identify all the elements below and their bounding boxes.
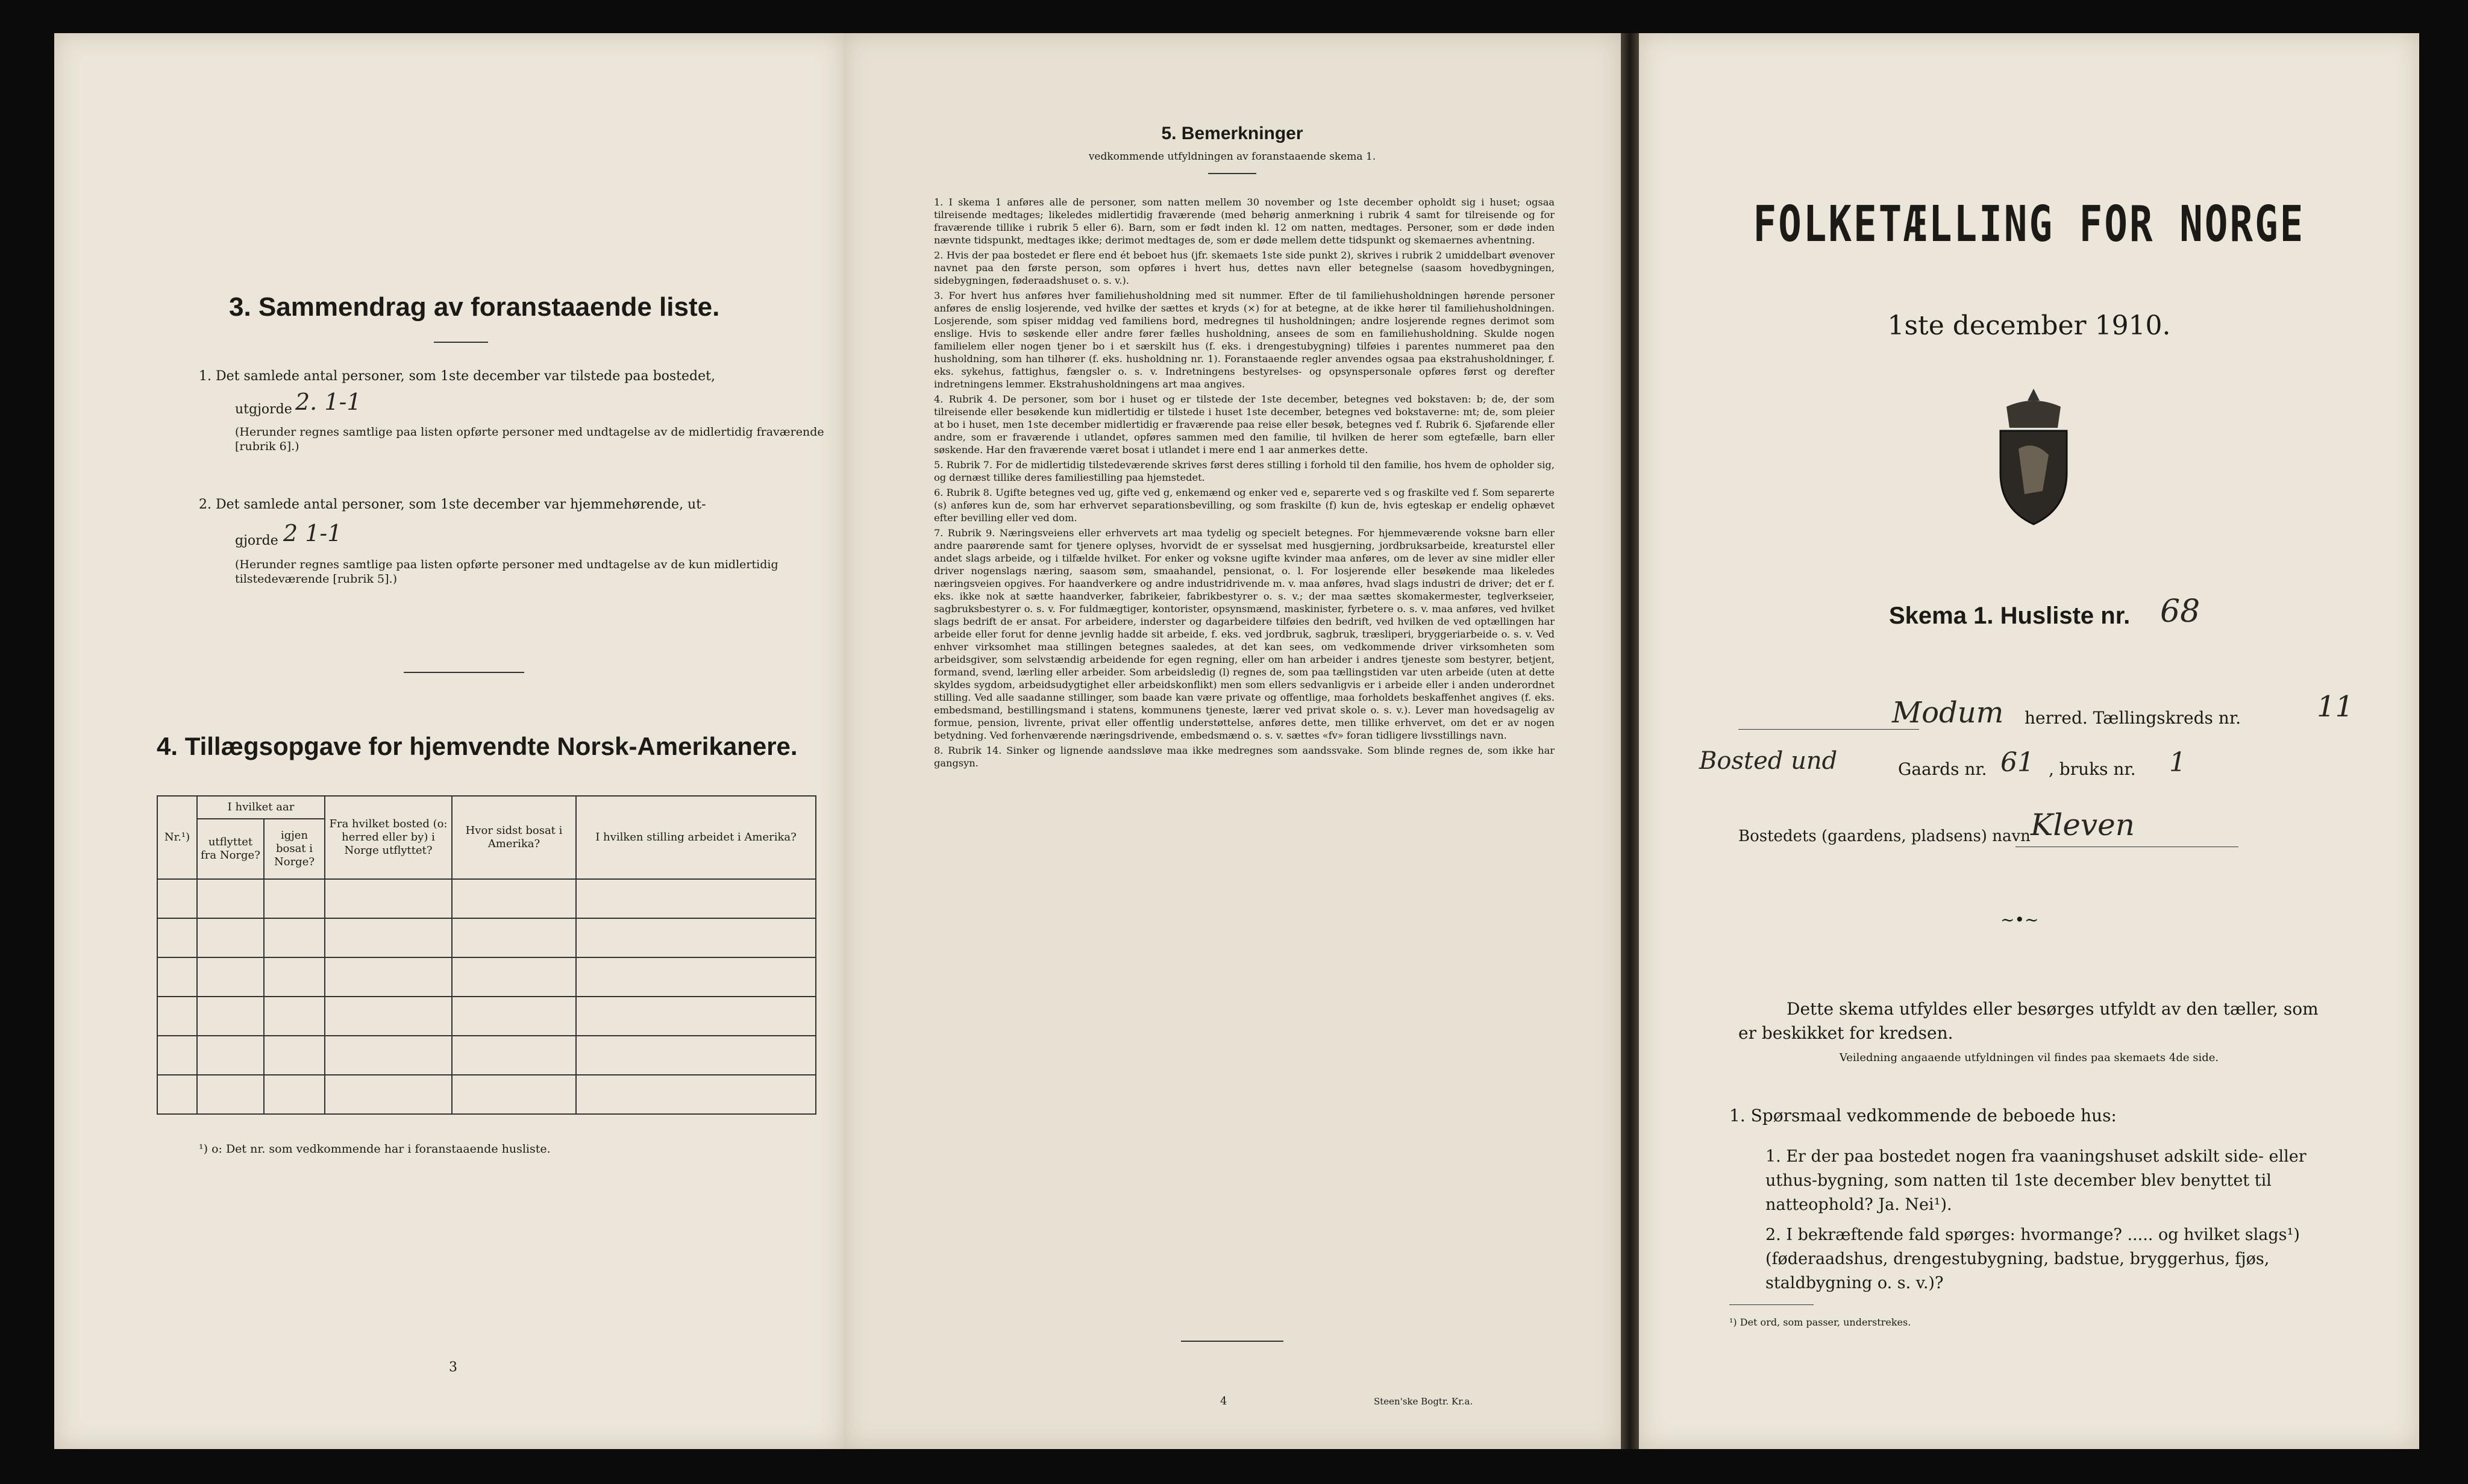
- col-igjen: igjen bosat i Norge?: [264, 819, 325, 879]
- questions-heading: 1. Spørsmaal vedkommende de beboede hus:: [1729, 1106, 2117, 1126]
- page-number: 4: [1220, 1395, 1227, 1407]
- table-row: [157, 1036, 816, 1075]
- q2-note: (Herunder regnes samtlige paa listen opførte personer med undtagelse av de kun midlertidig tilstedeværende [rubrik 5].): [235, 558, 778, 586]
- coat-of-arms-icon: [1982, 383, 2085, 530]
- col-hvor: Hvor sidst bosat i Amerika?: [452, 796, 576, 879]
- table-row: [157, 997, 816, 1036]
- printer-mark: Steen'ske Bogtr. Kr.a.: [1374, 1396, 1473, 1407]
- census-title-wrap: [1639, 196, 2419, 253]
- left-page: [54, 33, 844, 1449]
- middle-page: [844, 33, 1621, 1449]
- question-2: 2. I bekræftende fald spørges: hvormange? ..... og hvilket slags¹) (føderaadshus, drengestubygning, badstue, bryggerhus, fjøs, staldbygning o. s. v.)?: [1765, 1226, 2300, 1292]
- q1-prefix: utgjorde: [235, 402, 292, 417]
- remark-item: 2. Hvis der paa bostedet er flere end ét beboet hus (jfr. skemaets 1ste side punkt 2), skrives i rubrik 2 umiddelbart øvenover navnet paa den første person, som opføres i hvert hus, dettes navn eller betegnelse (saasom hovedbygningen, sidebygningen, føderaadshuset o. s. v.).: [934, 249, 1555, 286]
- ornament-icon: ~•~: [2000, 910, 2039, 930]
- q1-text: 1. Det samlede antal personer, som 1ste december var tilstede paa bostedet,: [199, 369, 715, 384]
- divider: [404, 672, 524, 673]
- bruk-value: 1: [2169, 747, 2186, 778]
- q2-prefix: gjorde: [235, 533, 278, 548]
- footnote: ¹) Det ord, som passer, understrekes.: [1729, 1317, 1911, 1328]
- remarks-list: [934, 196, 1555, 772]
- divider: [434, 342, 488, 343]
- section-4-title: 4. Tillægsopgave for hjemvendte Norsk-Amerikanere.: [157, 732, 798, 760]
- footnote: ¹) o: Det nr. som vedkommende har i foranstaaende husliste.: [199, 1142, 551, 1156]
- herred-value: Modum: [1892, 696, 2004, 730]
- col-group-aar: I hvilket aar: [197, 796, 325, 819]
- bruk-label: , bruks nr.: [2049, 759, 2136, 779]
- bosted-label: Bostedets (gaardens, pladsens) navn: [1738, 827, 2031, 845]
- col-utflyttet: utflyttet fra Norge?: [197, 819, 264, 879]
- skema-label: Skema 1. Husliste nr.: [1889, 603, 2131, 629]
- q2-handwritten-value: 2 1-1: [283, 520, 342, 546]
- gaard-value: 61: [2000, 747, 2034, 778]
- norsk-amerikanere-table: [157, 795, 816, 1115]
- intro-text: Dette skema utfyldes eller besørges utfyldt av den tæller, som er beskikket for kredsen.: [1738, 999, 2319, 1043]
- remarks-title: 5. Bemerkninger: [1161, 124, 1303, 143]
- table-row: [157, 918, 816, 957]
- table-row: [157, 1075, 816, 1114]
- q2-text: 2. Det samlede antal personer, som 1ste december var hjemmehørende, ut-: [199, 497, 706, 512]
- col-stilling: I hvilken stilling arbeidet i Amerika?: [576, 796, 816, 879]
- q1-note: (Herunder regnes samtlige paa listen opførte personer med undtagelse av de midlertidig fraværende [rubrik 6].): [235, 425, 824, 453]
- remark-item: 7. Rubrik 9. Næringsveiens eller erhvervets art maa tydelig og specielt betegnes. For hjemmeværende voksne barn eller andre paarørende samt for tjenere oplyses, hvorvidt de er sysselsat med husgjerning, jordbruksarbeide, kreaturstel eller andet slags arbeide, og i tilfælde hvilket. For enker og voksne ugifte kvinder maa anføres, om de lever av sine midler eller driver nogenslags næring, saasom søm, smaahandel, pensionat, o. l. For losjerende eller besøkende maa likeledes næringsveien opgives. For haandverkere og andre industridrivende m. v. maa anføres, hvad slags industri de driver; det er f. eks. ikke nok at sætte haandverker, fabrikeier, fabrikbestyrer o. s. v.; der maa sættes skomakermester, teglverkseier, sagbruksbestyrer o. s. v. For fuldmægtiger, kontorister, opsynsmænd, maskinister, fyrbetere o. s. v. maa anføres, ved hvilket slags bedrift de er ansat. For arbeidere, inderster og dagarbeidere tilføies den bedrift, ved hvilken de ved optællingen har arbeide eller forut for denne jevnlig hadde sit arbeide, f. eks. ved jordbruk, sagbruk, træsliperi, bryggeriarbeide o. s. v. Ved enhver virksomhet maa stillingen betegnes saaledes, at det kan sees, om vedkommende driver virksomheten som arbeidsgiver, som selvstændig arbeidende for egen regning, eller om han arbeider i andres tjeneste som bestyrer, betjent, formand, svend, lærling eller arbeider. Som arbeidsledig (l) regnes de, som paa tællingstiden var uten arbeide (uten at dette skyldes sygdom, arbeidsudygtighet eller arbeidskonflikt) men som ellers sedvanligvis er i arbeide eller i anden underordnet stilling. Ved alle saadanne stillinger, som baade kan være private og offentlige, maa forholdets beskaffenhet angives (f. eks. embedsmand, bestillingsmand i statens, kommunens tjeneste, lærer ved privat skole o. s. v.). Lever man hovedsagelig av formue, pension, livrente, privat eller offentlig understøttelse, anføres dette, men tillike erhvervet, om det er av nogen betydning. Ved forhenværende næringsdrivende, embedsmænd o. s. v. sættes «fv» foran tidligere livsstillings navn.: [934, 527, 1555, 741]
- section-3-title: 3. Sammendrag av foranstaaende liste.: [229, 292, 720, 322]
- q1-handwritten-value: 2. 1-1: [295, 389, 362, 415]
- divider: [1181, 1341, 1283, 1342]
- remark-item: 3. For hvert hus anføres hver familiehusholdning med sit nummer. Efter de til familiehusholdningen hørende personer anføres de enslig losjerende, ved hvilke der sættes et kryds (×) for at betegne, at de ikke hører til familiehusholdningen. Losjerende, som spiser middag ved familiens bord, medregnes til husholdningen; andre losjerende regnes derimot som enslige. Hvis to søskende eller andre fører fælles husholdning, ansees de som en familiehusholdning. Skulde nogen familielem eller nogen tjener bo i et særskilt hus (f. eks. i drengestubygning) tilføies i parentes nummeret paa den husholdning, som han tilhører (f. eks. husholdning nr. 1). Foranstaaende regler anvendes ogsaa paa ekstrahusholdninger, f. eks. sykehus, fattighus, fængsler o. s. v. Indretningens bestyrelses- og opsynspersonale opføres først og derefter indretningens lemmer. Ekstrahusholdningens art maa angives.: [934, 290, 1555, 390]
- remark-item: 1. I skema 1 anføres alle de personer, som natten mellem 30 november og 1ste december opholdt sig i huset; ogsaa tilreisende medtages; likeledes midlertidig fraværende (med behørig anmerkning i rubrik 4 samt for tilreisende og for fraværende tillike i rubrik 5 eller 6). Barn, som er født inden kl. 12 om natten, medtages. Personer, som er døde inden nævnte tidspunkt, medtages ikke; derimot medtages de, som er døde mellem dette tidspunkt og skemaernes avhentning.: [934, 196, 1555, 246]
- col-nr: Nr.¹): [157, 796, 197, 879]
- remark-item: 8. Rubrik 14. Sinker og lignende aandssløve maa ikke medregnes som aandssvake. Som blinde regnes de, som ikke har gangsyn.: [934, 745, 1555, 769]
- divider: [1729, 1304, 1814, 1305]
- husliste-number: 68: [2160, 593, 2200, 630]
- census-date: 1ste december 1910.: [1887, 310, 2171, 341]
- page-fold: [1621, 33, 1639, 1449]
- veiledning-text: Veiledning angaaende utfyldningen vil findes paa skemaets 4de side.: [1839, 1051, 2219, 1064]
- remark-item: 5. Rubrik 7. For de midlertidig tilstedeværende skrives først deres stilling i forhold til den familie, hos hvem de opholder sig, og dernæst tillike deres familiestilling paa hjemstedet.: [934, 459, 1555, 483]
- page-number: 3: [449, 1360, 457, 1375]
- divider: [1208, 173, 1256, 174]
- gaard-label: Gaards nr.: [1898, 759, 1987, 779]
- right-page: [1639, 33, 2419, 1449]
- gaard-handwritten: Bosted und: [1699, 747, 1838, 775]
- col-fra: Fra hvilket bosted (o: herred eller by) i Norge utflyttet?: [325, 796, 452, 879]
- question-1: 1. Er der paa bostedet nogen fra vaaningshuset adskilt side- eller uthus-bygning, som natten til 1ste december blev benyttet til natteophold? Ja. Nei¹).: [1765, 1147, 2307, 1214]
- herred-label: herred. Tællingskreds nr.: [2025, 708, 2241, 728]
- census-title: FOLKETÆLLING FOR NORGE: [1753, 196, 2305, 253]
- remarks-subtitle: vedkommende utfyldningen av foranstaaende skema 1.: [1088, 151, 1376, 163]
- table-row: [157, 957, 816, 997]
- bosted-value: Kleven: [2031, 807, 2135, 842]
- table-row: [157, 879, 816, 918]
- remark-item: 4. Rubrik 4. De personer, som bor i huset og er tilstede der 1ste december, betegnes ved bokstaven: b; de, der som tilreisende eller besøkende kun midlertidig er tilstede i huset 1ste december, betegnes ved bokstaverne: mt; de, som pleier at bo i huset, men 1ste december midlertidig er fraværende paa reise eller besøk, betegnes ved f. Rubrik 6. Sjøfarende eller andre, som er fraværende i utlandet, opføres sammen med den familie, til hvilken de herer som egtefælle, barn eller søskende. Har den fraværende været bosat i utlandet i mere end 1 aar anmerkes dette.: [934, 393, 1555, 456]
- remark-item: 6. Rubrik 8. Ugifte betegnes ved ug, gifte ved g, enkemænd og enker ved e, separerte ved s og fraskilte ved f. Som separerte (s) anføres kun de, som har erhvervet separationsbevilling, og som fraskilte (f) kun de, hvis egteskap er endelig ophævet efter bevilling eller ved dom.: [934, 487, 1555, 524]
- kreds-value: 11: [2317, 690, 2354, 724]
